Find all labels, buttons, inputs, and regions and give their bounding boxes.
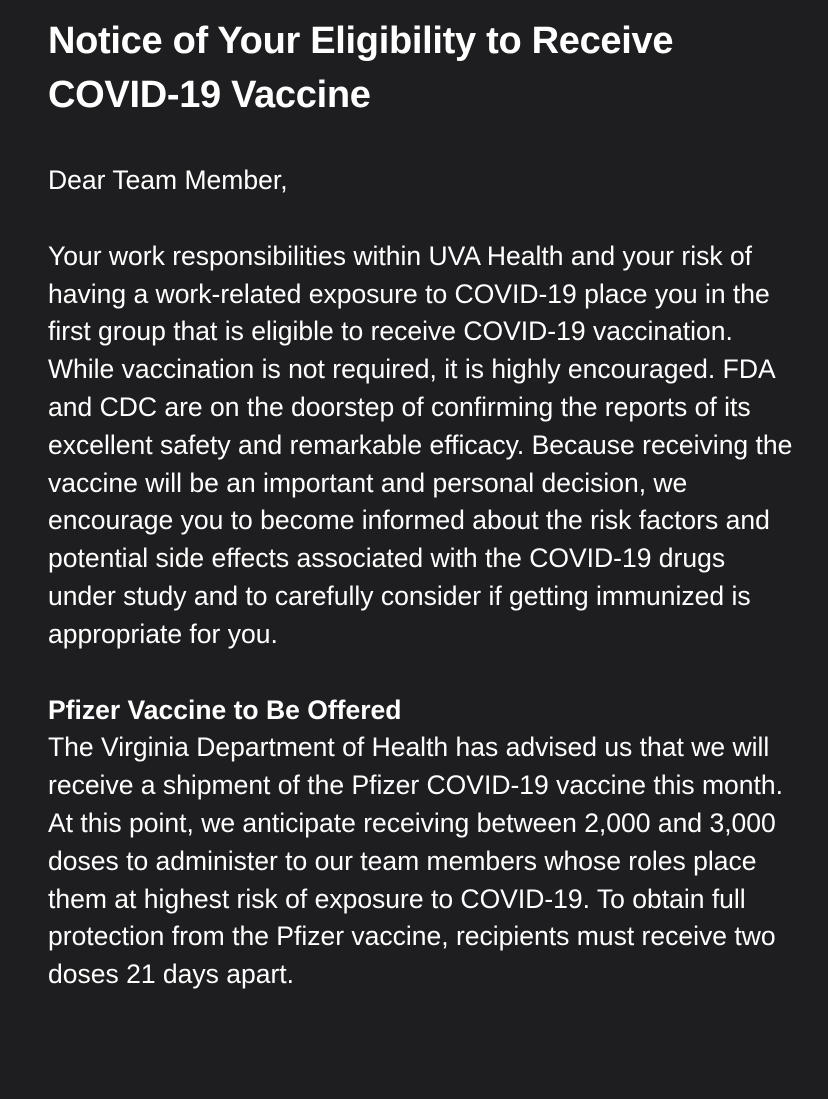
eligibility-paragraph: Your work responsibilities within UVA Health and your risk of having a work-related exposure to COVID-19 place you in the first group that is eligible to receive COVID-19 vaccination. While vaccination is not required, it is highly encouraged. FDA and CDC are on the doorstep of confirming the reports of its excellent safety and remarkable efficacy. Because receiving the vaccine will be an important and personal decision, we encourage you to become informed about the risk factors and potential side effects associated with the COVID-19 drugs under study and to carefully consider if getting immunized is appropriate for you. bbox=[48, 240, 793, 649]
section-heading-pfizer: Pfizer Vaccine to Be Offered bbox=[48, 694, 402, 725]
greeting: Dear Team Member, bbox=[48, 165, 288, 195]
notice-title: Notice of Your Eligibility to Receive COVID-19 Vaccine bbox=[48, 20, 674, 116]
pfizer-paragraph: The Virginia Department of Health has advised us that we will receive a shipment of the Pfizer COVID-19 vaccine this month. At this point, we anticipate receiving between 2,000 and 3,000 doses to administer to our team members whose roles place them at highest risk of exposure to COVID-19. To obtain full protection from the Pfizer vaccine, recipients must receive two doses 21 days apart. bbox=[48, 732, 783, 990]
